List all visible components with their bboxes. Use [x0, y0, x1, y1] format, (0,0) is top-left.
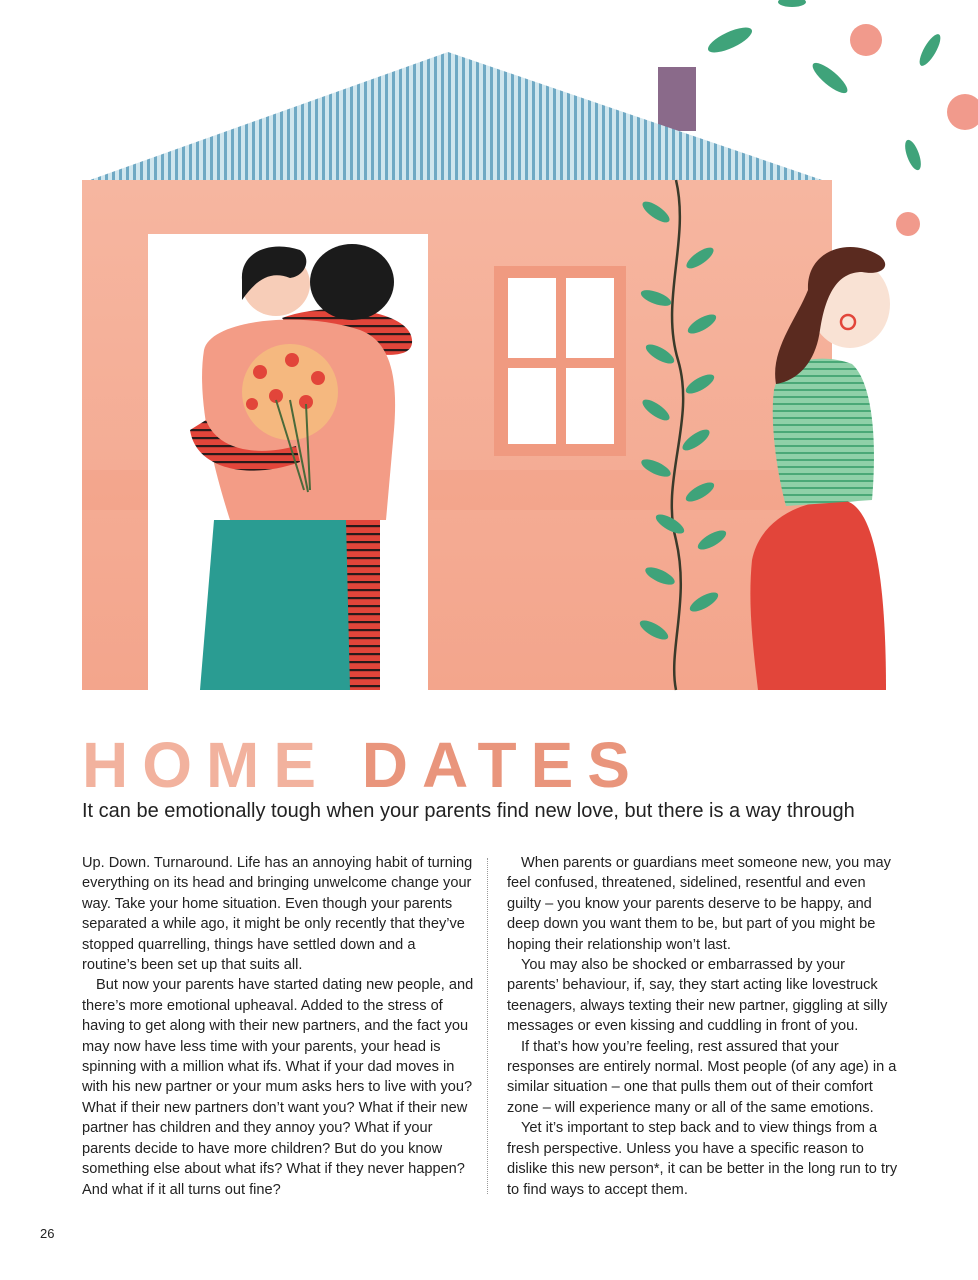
paragraph: But now your parents have started dating new people, and there’s more emotional upheaval. Added to the stress of having to get along with their new partners, and the fact you may now have less time with your parents, your head is spinning with a million what ifs. What if your dad moves in with his new partner or your mum asks hers to live with you? What if their new partners don’t want you? What if their new partner has children and they annoy you? What if your parents decide to have more children? But do you know something else about what ifs? What if they never happen? And what if it all turns out fine?	[82, 977, 474, 1198]
left-column	[82, 853, 474, 1200]
roof	[90, 52, 822, 180]
right-column	[507, 853, 899, 1200]
window	[494, 266, 626, 456]
paragraph: You may also be shocked or embarrassed by your parents’ behaviour, if, say, they start acting like lovestruck teenagers, always texting their new partner, giggling at silly messages or even kissing and cuddling in front of you.	[507, 957, 888, 1035]
paragraph: If that’s how you’re feeling, rest assured that your responses are entirely normal. Most people (of any age) in a similar situation – one that pulls them out of their comfort zone – will experience many or all of the same emotions.	[507, 1038, 897, 1116]
column-divider	[487, 858, 488, 1194]
chimney	[658, 67, 696, 131]
paragraph: Up. Down. Turnaround. Life has an annoying habit of turning everything on its head and bringing unwelcome change your way. Take your home situation. Even though your parents separated a while ago, it might be only recently that they’ve stopped quarrelling, things have settled down and a routine’s been set up that suits all.	[82, 855, 473, 974]
page-number: 26	[40, 1226, 55, 1241]
title-word-home: HOME	[82, 729, 330, 801]
article-title	[82, 728, 644, 802]
paragraph: Yet it’s important to step back and to view things from a fresh perspective. Unless you have a specific reason to dislike this new person*, it can be better in the long run to try to find ways to accept them.	[507, 1120, 898, 1198]
article-subtitle: It can be emotionally tough when your parents find new love, but there is a way through	[82, 800, 855, 822]
paragraph: When parents or guardians meet someone new, you may feel confused, threatened, sidelined, resentful and even guilty – you know your parents deserve to be happy, and deep down you want them to be, but part of you might be hoping their relationship won’t last.	[507, 855, 891, 953]
title-word-dates: DATES	[361, 729, 644, 801]
